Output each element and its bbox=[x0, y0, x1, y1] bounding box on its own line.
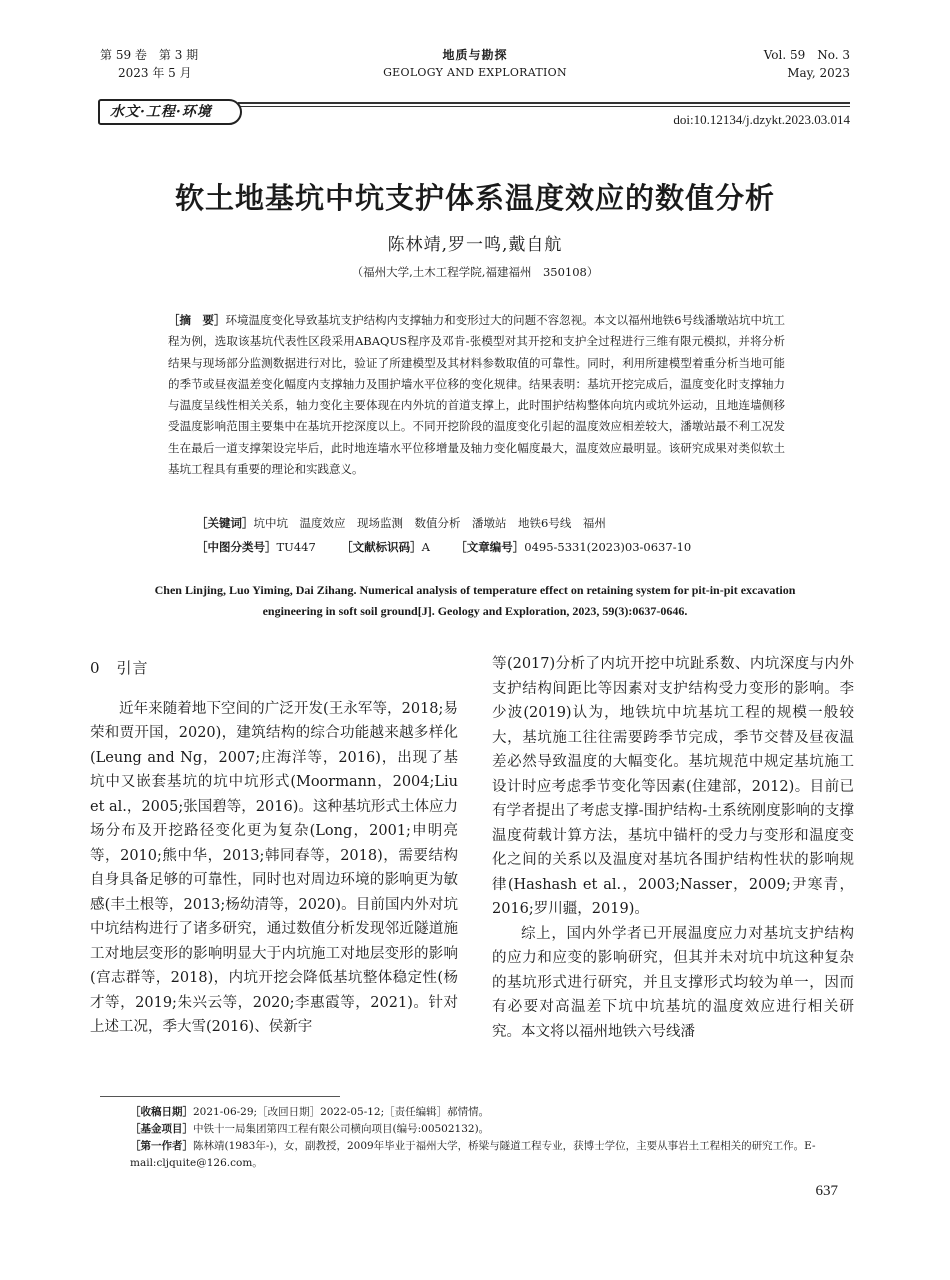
footnote-received bbox=[130, 1104, 852, 1121]
footnote-author bbox=[130, 1138, 852, 1172]
body-column-right bbox=[492, 652, 854, 1044]
doc-code-label: ［文献标识码］ bbox=[341, 540, 422, 554]
section-heading-intro: 0 引言 bbox=[90, 659, 149, 677]
article-title: 软土地基坑中坑支护体系温度效应的数值分析 bbox=[174, 181, 775, 215]
section-rule-thin bbox=[238, 106, 850, 107]
date-en: May, 2023 bbox=[787, 66, 850, 80]
paragraph: 综上，国内外学者已开展温度应力对基坑支护结构的应力和应变的影响研究，但其并未对坑中坑这种复杂的基坑形式进行研究，并且支撑形式均较为单一，因而有必要对高温差下坑中坑基坑的温度效应进行相关研究。本文将以福州地铁六号线潘 bbox=[492, 925, 854, 1040]
header-left bbox=[100, 46, 198, 82]
journal-name-en: GEOLOGY AND EXPLORATION bbox=[383, 66, 567, 79]
clc-label: ［中图分类号］ bbox=[196, 540, 277, 554]
affiliation: （福州大学,土木工程学院,福建福州 350108） bbox=[351, 265, 599, 279]
paragraph: 近年来随着地下空间的广泛开发(王永军等，2018;易荣和贾开国，2020)，建筑结构的综合功能越来越多样化(Leung and Ng，2007;庄海洋等，2016)，出现了基坑中又嵌套基坑的坑中坑形式(Moormann，2004;Liu et al.，2005;张国碧等，2016)。这种基坑形式土体应力场分布及开挖路径变化更为复杂(Long，2001;申明亮等，2010;熊中华，2013;韩同春等，2018)，需要结构自身具备足够的可靠性，同时也对周边环境的影响更为敏感(丰土根等，2013;杨幼清等，2020)。目前国内外对坑中坑结构进行了诸多研究，通过数值分析发现邻近隧道施工对地层变形的影响明显大于内坑施工对地层变形的影响(宫志群等，2018)，内坑开挖会降低基坑整体稳定性(杨才等，2019;朱兴云等，2020;李惠霞等，2021)。针对上述工况，季大雪(2016)、侯新宇 bbox=[90, 700, 458, 1035]
keywords-label: ［关键词］ bbox=[196, 516, 254, 530]
fund-label: ［基金项目］ bbox=[130, 1123, 193, 1135]
author-label: ［第一作者］ bbox=[130, 1140, 193, 1152]
page-number: 637 bbox=[815, 1183, 838, 1199]
keywords bbox=[196, 512, 796, 534]
doi: doi:10.12134/j.dzykt.2023.03.014 bbox=[673, 112, 850, 127]
fund-text: 中铁十一局集团第四工程有限公司横向项目(编号:00502132)。 bbox=[193, 1123, 490, 1135]
citation: Chen Linjing, Luo Yiming, Dai Zihang. Numerical analysis of temperature effect on retaining system for pit-in-pit excavation engineering in soft soil ground[J]. Geology and Exploration, 2023, 59(3):0637-0646. bbox=[154, 583, 796, 618]
footnotes bbox=[130, 1104, 852, 1172]
doc-code-value: A bbox=[421, 540, 430, 554]
journal-name-cn: 地质与勘探 bbox=[442, 48, 508, 62]
footnote-fund bbox=[130, 1121, 852, 1138]
footnote-rule bbox=[100, 1096, 340, 1097]
volume-en: Vol. 59 No. 3 bbox=[763, 48, 850, 62]
body-column-left bbox=[90, 656, 458, 1040]
abstract bbox=[168, 310, 785, 480]
authors: 陈林靖,罗一鸣,戴自航 bbox=[387, 235, 563, 255]
keywords-text: 坑中坑 温度效应 现场监测 数值分析 潘墩站 地铁6号线 福州 bbox=[253, 516, 606, 530]
abstract-label: ［摘 要］ bbox=[168, 313, 226, 327]
header-center bbox=[330, 46, 620, 82]
article-number-value: 0495-5331(2023)03-0637-10 bbox=[524, 540, 692, 554]
section-rule bbox=[238, 102, 850, 104]
article-number-label: ［文章编号］ bbox=[455, 540, 525, 554]
header-right bbox=[764, 46, 850, 82]
author-text: 陈林靖(1983年-)，女，副教授，2009年毕业于福州大学，桥梁与隧道工程专业，获博士学位，主要从事岩土工程相关的研究工作。E-mail:cljquite@126.com。 bbox=[130, 1140, 816, 1169]
volume-issue: 第 59 卷 第 3 期 bbox=[100, 48, 199, 62]
abstract-text: 环境温度变化导致基坑支护结构内支撑轴力和变形过大的问题不容忽视。本文以福州地铁6号线潘墩站坑中坑工程为例，选取该基坑代表性区段采用ABAQUS程序及邓肯-张模型对其开挖和支护全过程进行三维有限元模拟，并将分析结果与现场部分监测数据进行对比，验证了所建模型及其材料参数取值的可靠性。同时，利用所建模型着重分析当地可能的季节或昼夜温差变化幅度内支撑轴力及围护墙水平位移的变化规律。结果表明：基坑开挖完成后，温度变化时支撑轴力与温度呈线性相关关系，轴力变化主要体现在内外坑的首道支撑上，此时围护结构整体向坑内或坑外运动，且地连墙侧移受温度影响范围主要集中在基坑开挖深度以上。不同开挖阶段的温度变化引起的温度效应相差较大，潘墩站最不利工况发生在最后一道支撑架设完毕后，此时地连墙水平位移增量及轴力变化幅度最大，温度效应最明显。该研究成果对类似软土基坑工程具有重要的理论和实践意义。 bbox=[168, 313, 786, 477]
received-label: ［收稿日期］ bbox=[130, 1106, 193, 1118]
clc-value: TU447 bbox=[276, 540, 316, 554]
section-label: 水文·工程·环境 bbox=[98, 99, 242, 125]
paragraph: 等(2017)分析了内坑开挖中坑趾系数、内坑深度与内外支护结构间距比等因素对支护结构受力变形的影响。李少波(2019)认为，地铁坑中坑基坑工程的规模一般较大，基坑施工往往需要跨季节完成，季节交替及昼夜温差必然导致温度的大幅变化。基坑规范中规定基坑施工设计时应考虑季节变化等因素(住建部，2012)。目前已有学者提出了考虑支撑-围护结构-土系统刚度影响的支撑温度荷载计算方法，基坑中锚杆的受力与变形和温度变化之间的关系以及温度对基坑各围护结构性状的影响规律(Hashash et al.，2003;Nasser，2009;尹寒青，2016;罗川疆，2019)。 bbox=[492, 656, 854, 917]
classification bbox=[196, 536, 796, 558]
received-text: 2021-06-29;［改回日期］2022-05-12;［责任编辑］郝情情。 bbox=[193, 1106, 490, 1118]
issue-date: 2023 年 5 月 bbox=[118, 66, 192, 80]
